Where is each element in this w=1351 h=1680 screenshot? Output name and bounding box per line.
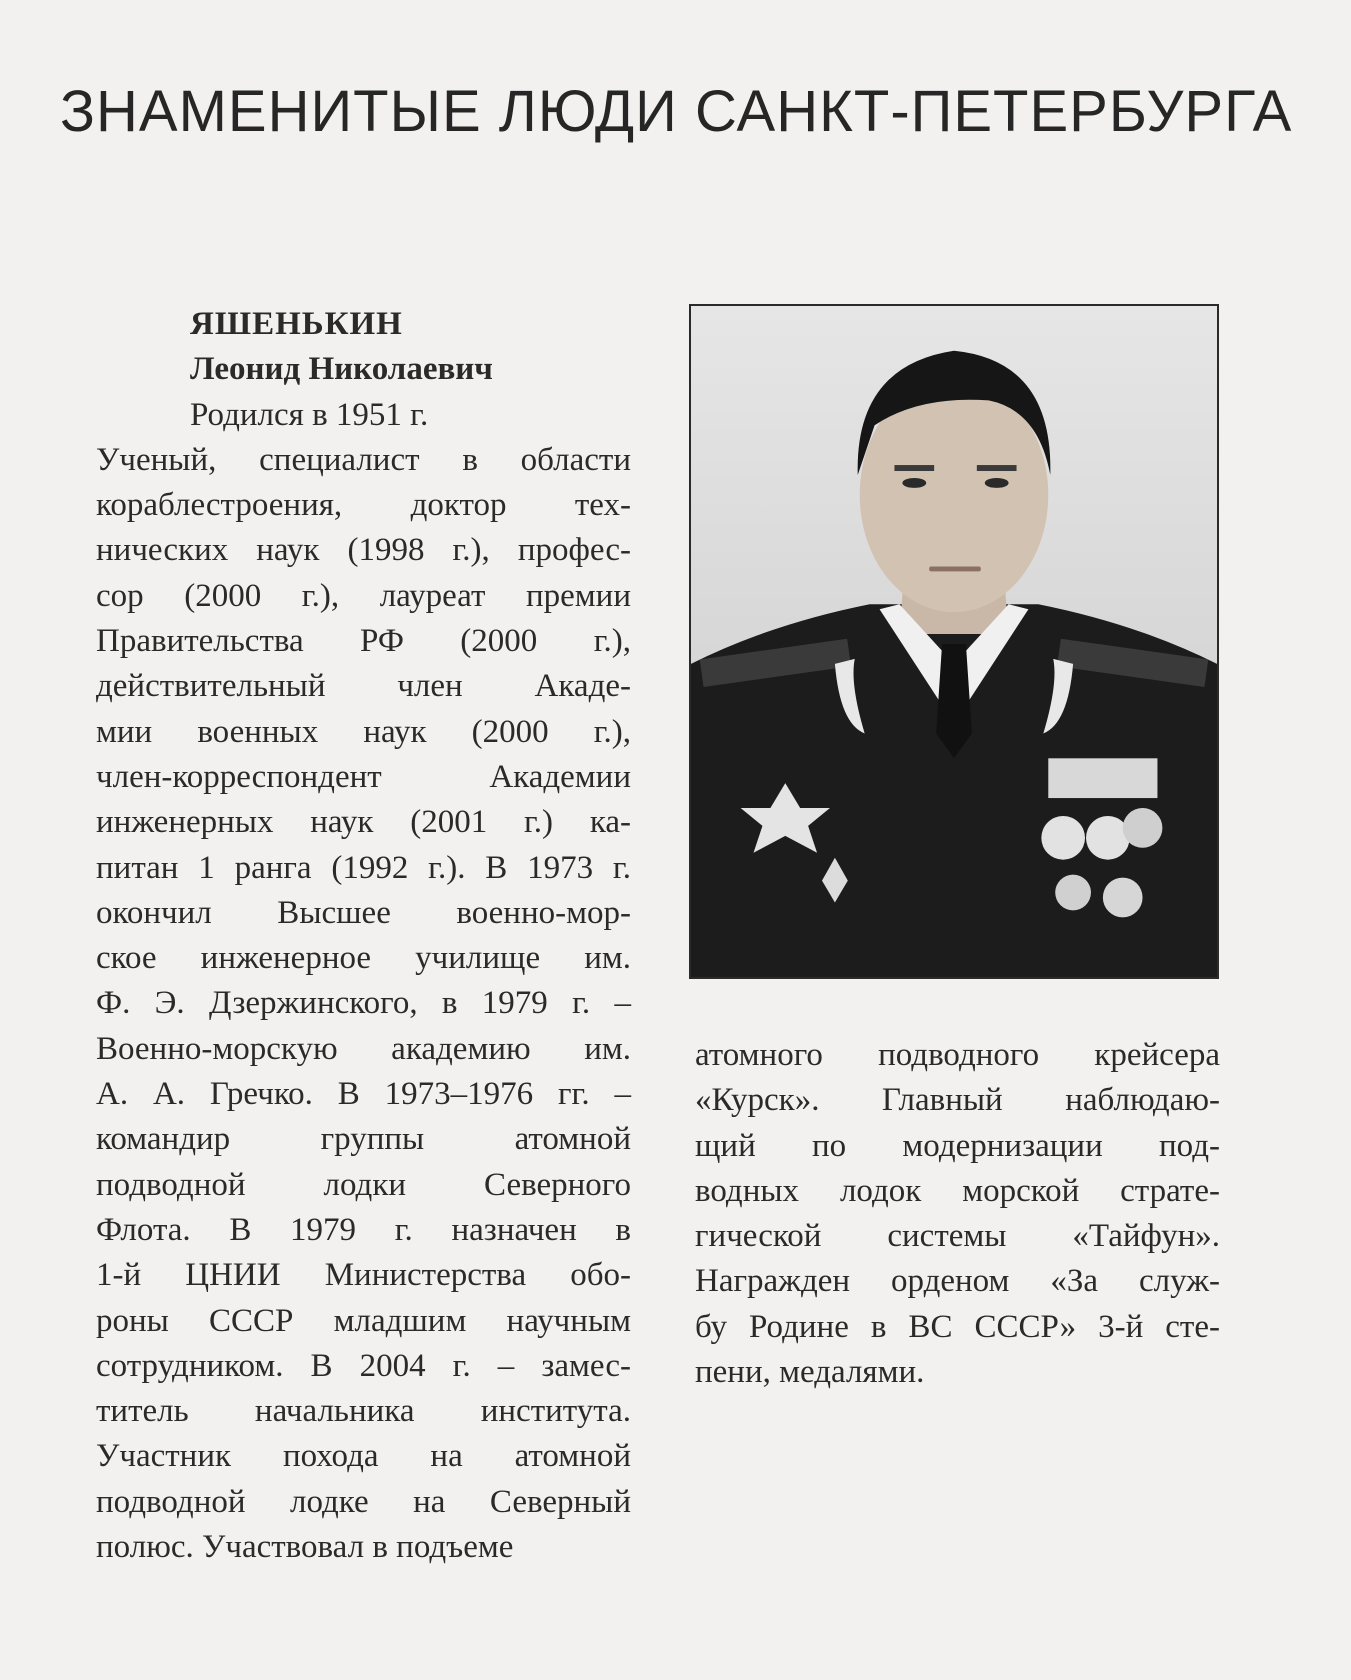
entry-surname: ЯШЕНЬКИН — [190, 306, 403, 342]
text-line: роны СССР младшим научным — [96, 1302, 631, 1339]
text-line: пени, медалями. — [695, 1354, 925, 1391]
text-line: Награжден орденом «За служ- — [695, 1263, 1220, 1300]
text-line: командир группы атомной — [96, 1121, 631, 1158]
text-line: нических наук (1998 г.), профес- — [96, 532, 631, 569]
text-line: питан 1 ранга (1992 г.). В 1973 г. — [96, 849, 631, 886]
text-line: ское инженерное училище им. — [96, 940, 631, 977]
text-line: гической системы «Тайфун». — [695, 1218, 1220, 1255]
text-line: Военно-морскую академию им. — [96, 1030, 631, 1067]
text-line: член-корреспондент Академии — [96, 758, 631, 795]
text-line: А. А. Гречко. В 1973–1976 гг. – — [96, 1076, 631, 1113]
portrait-photo — [689, 304, 1219, 979]
text-line: действительный член Акаде- — [96, 668, 631, 705]
text-line: бу Родине в ВС СССР» 3-й сте- — [695, 1308, 1220, 1345]
text-line: щий по модернизации под- — [695, 1127, 1220, 1164]
text-line: кораблестроения, доктор тех- — [96, 487, 631, 524]
text-line: сотрудником. В 2004 г. – замес- — [96, 1347, 631, 1384]
text-line: полюс. Участвовал в подъеме — [96, 1529, 514, 1566]
text-line: титель начальника института. — [96, 1393, 631, 1430]
text-line: подводной лодке на Северный — [96, 1483, 631, 1520]
text-line: Правительства РФ (2000 г.), — [96, 623, 631, 660]
text-line: инженерных наук (2001 г.) ка- — [96, 804, 631, 841]
entry-given-names: Леонид Николаевич — [190, 351, 493, 388]
right-column-body — [695, 1033, 1220, 1395]
right-text-column — [695, 1033, 1220, 1395]
text-line: Ф. Э. Дзержинского, в 1979 г. – — [96, 985, 631, 1022]
left-column-body — [96, 438, 631, 1570]
text-line: окончил Высшее военно-мор- — [96, 894, 631, 931]
text-line: водных лодок морской страте- — [695, 1172, 1220, 1209]
text-line: подводной лодки Северного — [96, 1166, 631, 1203]
page-header-title: ЗНАМЕНИТЫЕ ЛЮДИ САНКТ-ПЕТЕРБУРГА — [60, 79, 1293, 144]
text-line: 1-й ЦНИИ Министерства обо- — [96, 1257, 631, 1294]
text-line: Участник похода на атомной — [96, 1438, 631, 1475]
text-line: сор (2000 г.), лауреат премии — [96, 577, 631, 614]
left-text-column — [96, 302, 631, 1570]
portrait-image — [691, 306, 1217, 977]
text-line: мии военных наук (2000 г.), — [96, 713, 631, 750]
text-line: Ученый, специалист в области — [96, 441, 631, 478]
text-line: Флота. В 1979 г. назначен в — [96, 1211, 631, 1248]
text-line: атомного подводного крейсера — [695, 1037, 1220, 1073]
text-line: «Курск». Главный наблюдаю- — [695, 1082, 1220, 1119]
entry-birth-year: Родился в 1951 г. — [190, 396, 429, 433]
